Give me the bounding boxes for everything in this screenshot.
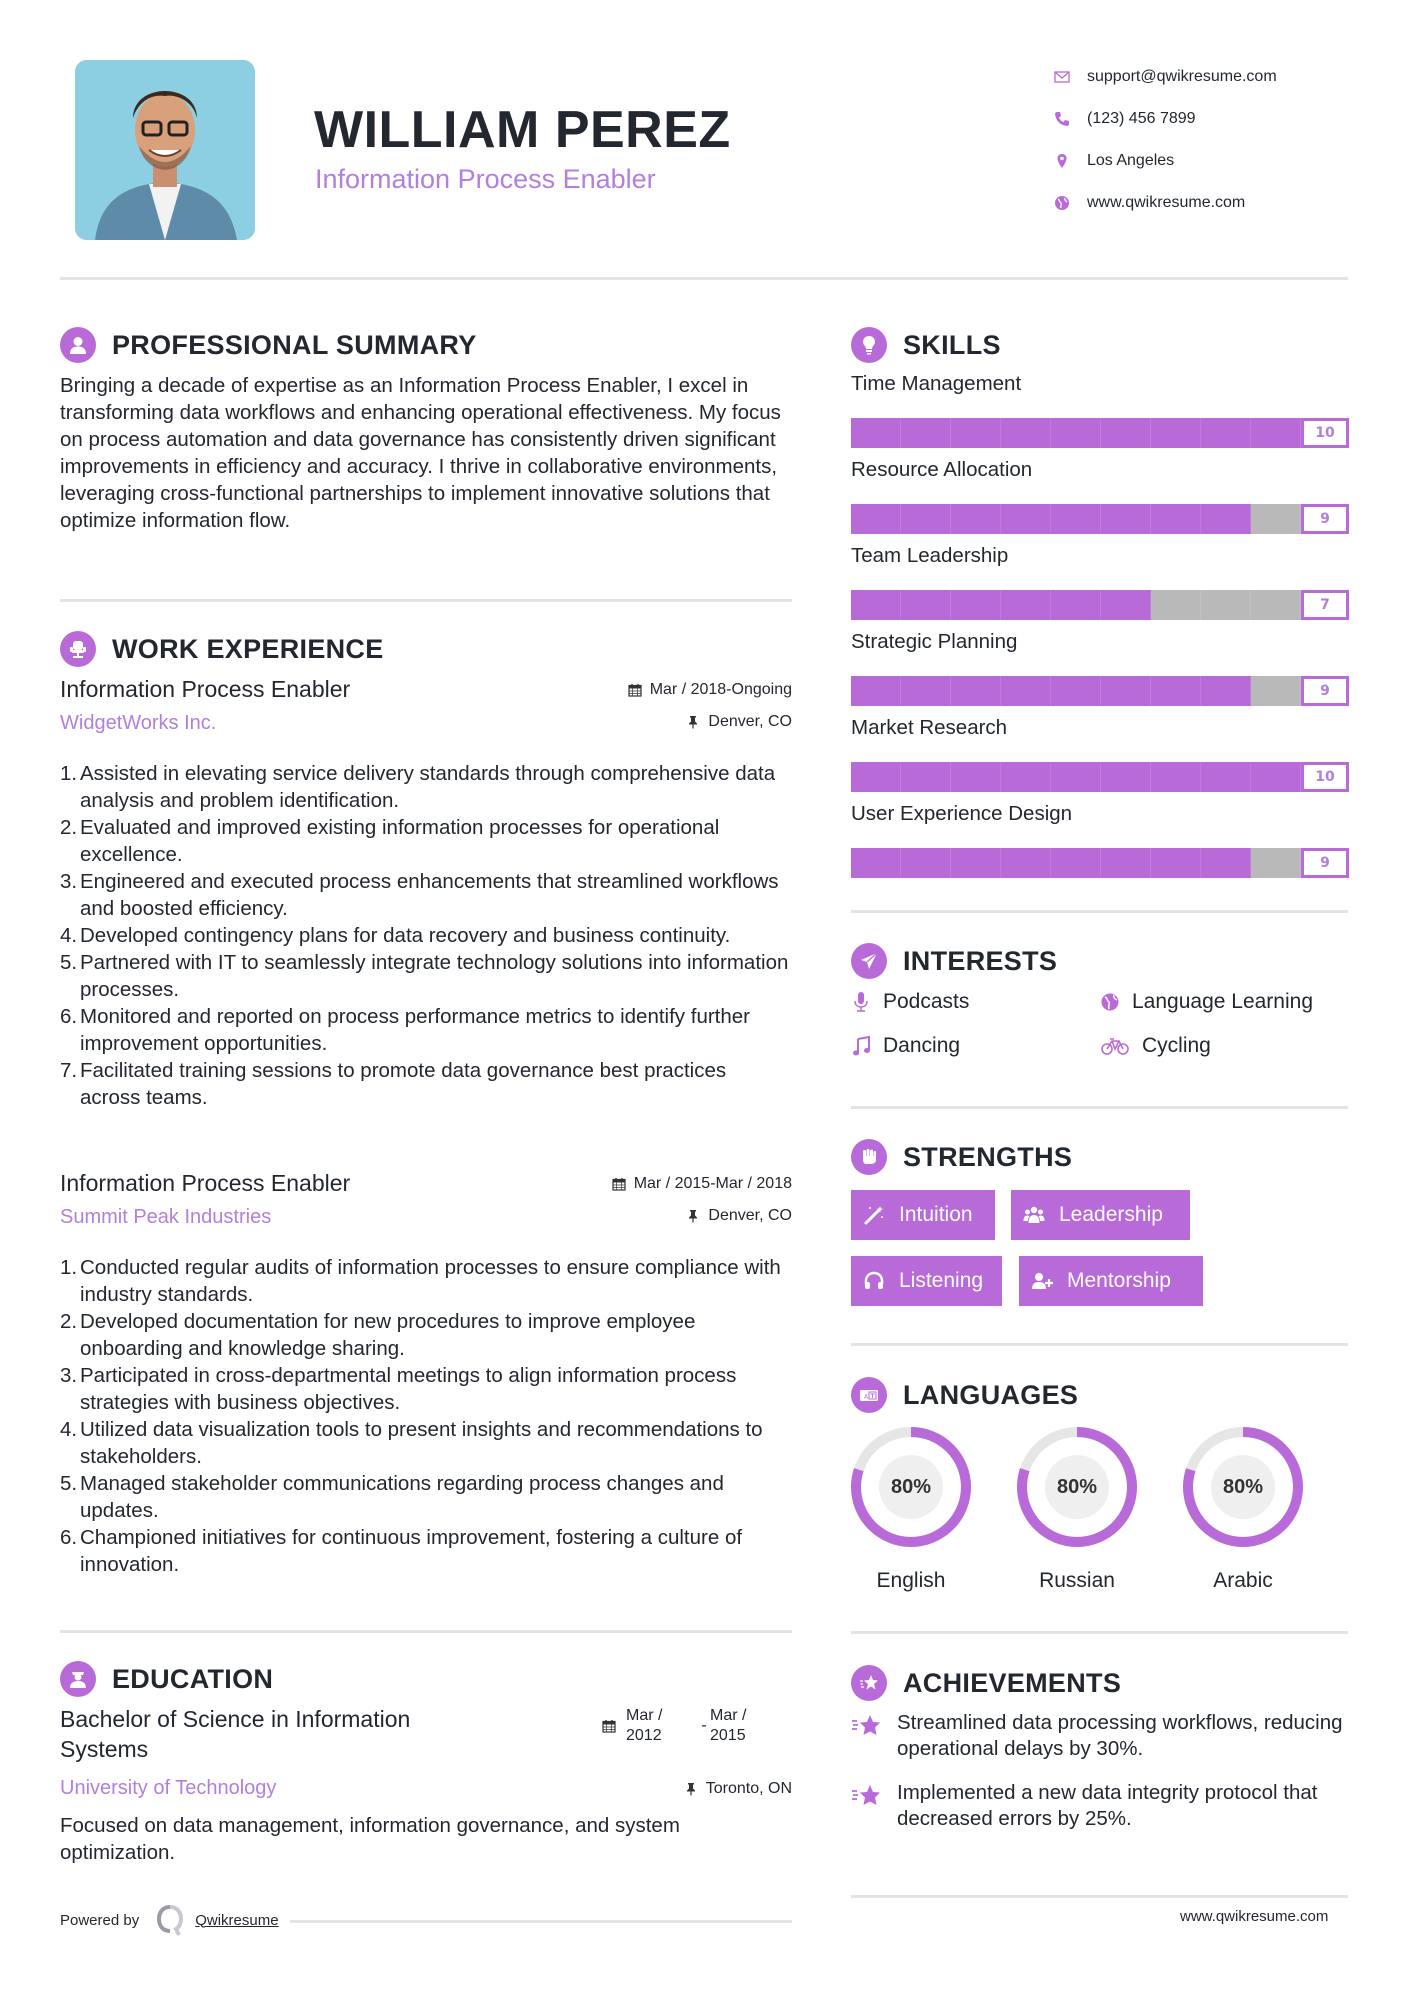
- language-percent: 80%: [890, 1475, 932, 1498]
- globe-icon: [1100, 991, 1120, 1013]
- language-progress-ring: [1181, 1425, 1305, 1549]
- list-item: 7. Facilitated training sessions to promote data governance best practices across teams.: [60, 1059, 727, 1109]
- list-item: 5. Managed stakeholder communications regarding process changes and updates.: [60, 1472, 724, 1522]
- school-name: University of Technology: [60, 1777, 277, 1799]
- strength-chip-mentorship: Mentorship: [1019, 1256, 1203, 1306]
- interest-item-podcasts: Podcasts: [851, 990, 969, 1014]
- education-heading: EDUCATION: [60, 1660, 273, 1698]
- powered-by: Powered by Qwikresume: [60, 1904, 279, 1936]
- skill-rating-bar: [851, 590, 1349, 620]
- list-item: 3. Participated in cross-departmental meetings to align information process strategies with business objectives.: [60, 1364, 737, 1414]
- magic-wand-icon: [863, 1204, 885, 1226]
- job-bullets: [60, 1254, 792, 1578]
- job-title: Information Process Enabler: [60, 1170, 351, 1196]
- skill-rating-bar: [851, 762, 1349, 792]
- microphone-icon: [851, 991, 871, 1013]
- achievement-item-1: Streamlined data processing workflows, reducing operational delays by 30%.: [851, 1710, 1361, 1762]
- globe-icon: [1052, 193, 1072, 213]
- list-item: 4. Developed contingency plans for data recovery and business continuity.: [60, 924, 731, 947]
- job-company: WidgetWorks Inc.: [60, 712, 217, 734]
- profile-photo: [75, 60, 255, 240]
- envelope-icon: [1052, 67, 1072, 87]
- contact-location: [1052, 140, 1382, 182]
- music-note-icon: [851, 1035, 871, 1057]
- strengths-divider: [851, 1343, 1348, 1346]
- strength-chip-intuition: Intuition: [851, 1190, 995, 1240]
- achievement-item-2: Implemented a new data integrity protocol that decreased errors by 25%.: [851, 1780, 1361, 1832]
- summary-text: Bringing a decade of expertise as an Information Process Enabler, I excel in transforming data workflows and enhancing operational effectiveness. My focus on process automation and data governance has consistently driven significant improvements in efficiency and accuracy. I thrive in collaborative environments, leveraging cross-functional partnerships to implement innovative solutions that optimize information flow.: [60, 374, 781, 532]
- achievements-divider: [851, 1895, 1348, 1898]
- candidate-name: WILLIAM PEREZ: [314, 101, 731, 159]
- language-icon: [851, 1377, 887, 1413]
- contact-list: [1052, 56, 1382, 224]
- skill-item-2: Resource Allocation 9: [851, 458, 1349, 534]
- language-percent: 80%: [1056, 1475, 1098, 1498]
- experience-divider: [60, 1630, 792, 1633]
- contact-phone-text: (123) 456 7899: [1087, 110, 1196, 127]
- skill-score: 7: [1304, 593, 1346, 617]
- strength-chip-leadership: Leadership: [1011, 1190, 1190, 1240]
- office-chair-icon: [60, 631, 96, 667]
- contact-email[interactable]: [1052, 56, 1382, 98]
- shooting-star-icon: [851, 1782, 883, 1810]
- skill-rating-bar: [851, 418, 1349, 448]
- list-item: 6. Monitored and reported on process performance metrics to identify further improvement opportunities.: [60, 1005, 750, 1055]
- job-location: Denver, CO: [686, 1207, 792, 1225]
- phone-icon: [1052, 109, 1072, 129]
- skill-score: 9: [1304, 679, 1346, 703]
- footer-divider: [290, 1920, 792, 1923]
- user-icon: [60, 327, 96, 363]
- skill-item-3: Team Leadership 7: [851, 544, 1349, 620]
- language-item-arabic: 80% Arabic: [1181, 1425, 1305, 1593]
- list-item: 1. Assisted in elevating service delivery standards through comprehensive data analysis and problem identification.: [60, 762, 776, 812]
- calendar-icon: [612, 1177, 626, 1191]
- paper-plane-icon: [851, 943, 887, 979]
- job-entry-1: [60, 676, 792, 1111]
- interest-item-dancing: Dancing: [851, 1034, 960, 1058]
- shooting-star-icon: [851, 1712, 883, 1740]
- star-badge-icon: [851, 1665, 887, 1701]
- skill-score: 10: [1304, 421, 1346, 445]
- language-item-russian: 80% Russian: [1015, 1425, 1139, 1593]
- skill-item-6: User Experience Design 9: [851, 802, 1349, 878]
- lightbulb-icon: [851, 327, 887, 363]
- contact-website-text: www.qwikresume.com: [1087, 194, 1246, 211]
- education-dates: Mar / 2012 - Mar / 2015: [602, 1706, 746, 1746]
- list-item: 2. Developed documentation for new procedures to improve employee onboarding and knowledge sharing.: [60, 1310, 696, 1360]
- skill-rating-bar: [851, 676, 1349, 706]
- skill-item-1: Time Management 10: [851, 372, 1349, 448]
- skill-score: 9: [1304, 851, 1346, 875]
- job-title: Information Process Enabler: [60, 676, 351, 702]
- languages-heading: A LANGUAGES: [851, 1376, 1078, 1414]
- fist-icon: [851, 1139, 887, 1175]
- achievements-heading: ACHIEVEMENTS: [851, 1664, 1121, 1702]
- interests-divider: [851, 1106, 1348, 1109]
- svg-text:A: A: [864, 1393, 869, 1401]
- footer-website[interactable]: www.qwikresume.com: [1180, 1908, 1329, 1925]
- list-item: 6. Championed initiatives for continuous improvement, fostering a culture of innovation.: [60, 1526, 743, 1576]
- skill-rating-bar: [851, 848, 1349, 878]
- map-pin-icon: [1052, 151, 1072, 171]
- job-dates: Mar / 2015-Mar / 2018: [612, 1175, 792, 1193]
- pushpin-icon: [686, 715, 700, 729]
- degree-title: Bachelor of Science in Information Systems: [60, 1706, 411, 1762]
- skill-rating-bar: [851, 504, 1349, 534]
- contact-website[interactable]: [1052, 182, 1382, 224]
- list-item: 4. Utilized data visualization tools to present insights and recommendations to stakeholders.: [60, 1418, 763, 1468]
- list-item: 3. Engineered and executed process enhancements that streamlined workflows and boosted efficiency.: [60, 870, 779, 920]
- job-bullets: [60, 760, 792, 1111]
- user-plus-icon: [1031, 1270, 1053, 1292]
- interest-item-language-learning: Language Learning: [1100, 990, 1313, 1014]
- list-item: 1. Conducted regular audits of information processes to ensure compliance with industry standards.: [60, 1256, 781, 1306]
- skill-score: 10: [1304, 765, 1346, 789]
- skill-score: 9: [1304, 507, 1346, 531]
- summary-divider: [60, 599, 792, 602]
- education-description: Focused on data management, information governance, and system optimization.: [60, 1814, 680, 1864]
- candidate-title: Information Process Enabler: [315, 164, 656, 194]
- contact-email-text: support@qwikresume.com: [1087, 68, 1277, 85]
- experience-heading: WORK EXPERIENCE: [60, 630, 384, 668]
- skill-item-4: Strategic Planning 9: [851, 630, 1349, 706]
- language-progress-ring: [849, 1425, 973, 1549]
- summary-heading: PROFESSIONAL SUMMARY: [60, 326, 477, 364]
- job-entry-2: [60, 1170, 792, 1578]
- users-icon: [1023, 1204, 1045, 1226]
- header-divider: [60, 277, 1348, 280]
- qwikresume-link[interactable]: Qwikresume: [195, 1911, 279, 1929]
- contact-location-text: Los Angeles: [1087, 152, 1175, 169]
- interest-item-cycling: Cycling: [1100, 1034, 1211, 1058]
- job-location: Denver, CO: [686, 713, 792, 731]
- language-progress-ring: [1015, 1425, 1139, 1549]
- job-company: Summit Peak Industries: [60, 1206, 272, 1228]
- strength-chip-listening: Listening: [851, 1256, 1002, 1306]
- education-location: Toronto, ON: [672, 1780, 792, 1798]
- skills-divider: [851, 910, 1348, 913]
- skills-heading: SKILLS: [851, 326, 1001, 364]
- strengths-heading: STRENGTHS: [851, 1138, 1072, 1176]
- headphones-icon: [863, 1270, 885, 1292]
- pushpin-icon: [684, 1782, 698, 1796]
- calendar-icon: [602, 1719, 616, 1733]
- skill-item-5: Market Research 10: [851, 716, 1349, 792]
- qwikresume-logo-icon: [155, 1904, 185, 1936]
- interests-heading: INTERESTS: [851, 942, 1057, 980]
- calendar-icon: [628, 683, 642, 697]
- pushpin-icon: [686, 1209, 700, 1223]
- bicycle-icon: [1100, 1035, 1130, 1057]
- language-item-english: 80% English: [849, 1425, 973, 1593]
- graduate-icon: [60, 1661, 96, 1697]
- list-item: 5. Partnered with IT to seamlessly integrate technology solutions into information processes.: [60, 951, 789, 1001]
- person-photo-icon: [75, 60, 255, 240]
- list-item: 2. Evaluated and improved existing information processes for operational excellence.: [60, 816, 720, 866]
- job-dates: Mar / 2018-Ongoing: [628, 681, 792, 699]
- contact-phone[interactable]: [1052, 98, 1382, 140]
- language-percent: 80%: [1222, 1475, 1264, 1498]
- languages-divider: [851, 1631, 1348, 1634]
